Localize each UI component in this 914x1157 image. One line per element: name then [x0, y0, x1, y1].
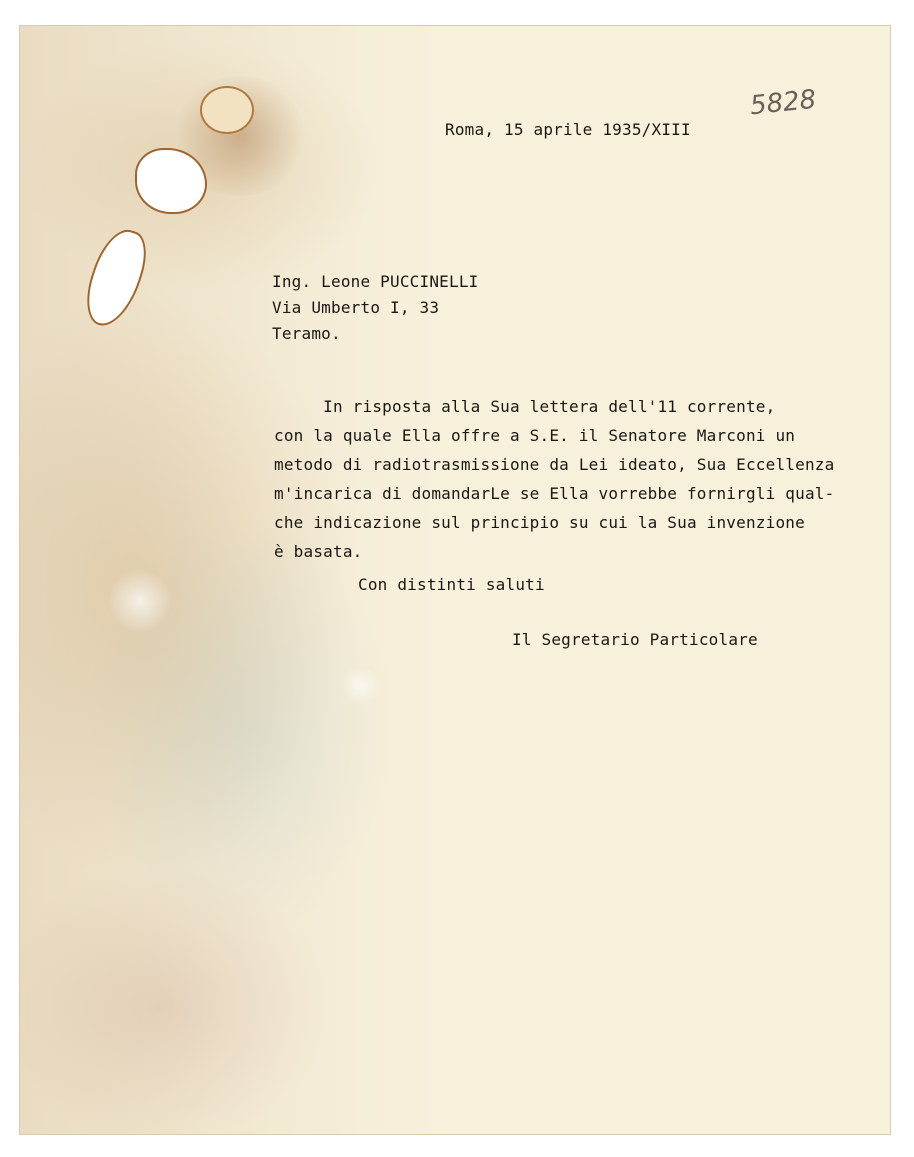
- burn-hole: [78, 223, 155, 333]
- recipient-name: Ing. Leone PUCCINELLI: [272, 272, 479, 291]
- water-stain: [340, 666, 380, 706]
- body-line: è basata.: [274, 542, 363, 561]
- date-line: Roma, 15 aprile 1935/XIII: [445, 120, 691, 139]
- body-line: In risposta alla Sua lettera dell'11 corrente,: [274, 397, 776, 416]
- body-line: con la quale Ella offre a S.E. il Senatore Marconi un: [274, 426, 796, 445]
- archive-number: 5828: [748, 84, 818, 122]
- letter-page: [20, 26, 890, 1134]
- signature-title: Il Segretario Particolare: [512, 630, 758, 649]
- body-line: m'incarica di domandarLe se Ella vorrebbe fornirgli qual-: [274, 484, 835, 503]
- water-stain: [110, 566, 170, 636]
- body-line: che indicazione sul principio su cui la Sua invenzione: [274, 513, 805, 532]
- recipient-street: Via Umberto I, 33: [272, 298, 440, 317]
- burn-hole: [200, 86, 254, 134]
- recipient-city: Teramo.: [272, 324, 341, 343]
- body-line: metodo di radiotrasmissione da Lei ideato, Sua Eccellenza: [274, 455, 835, 474]
- closing-line: Con distinti saluti: [358, 575, 545, 594]
